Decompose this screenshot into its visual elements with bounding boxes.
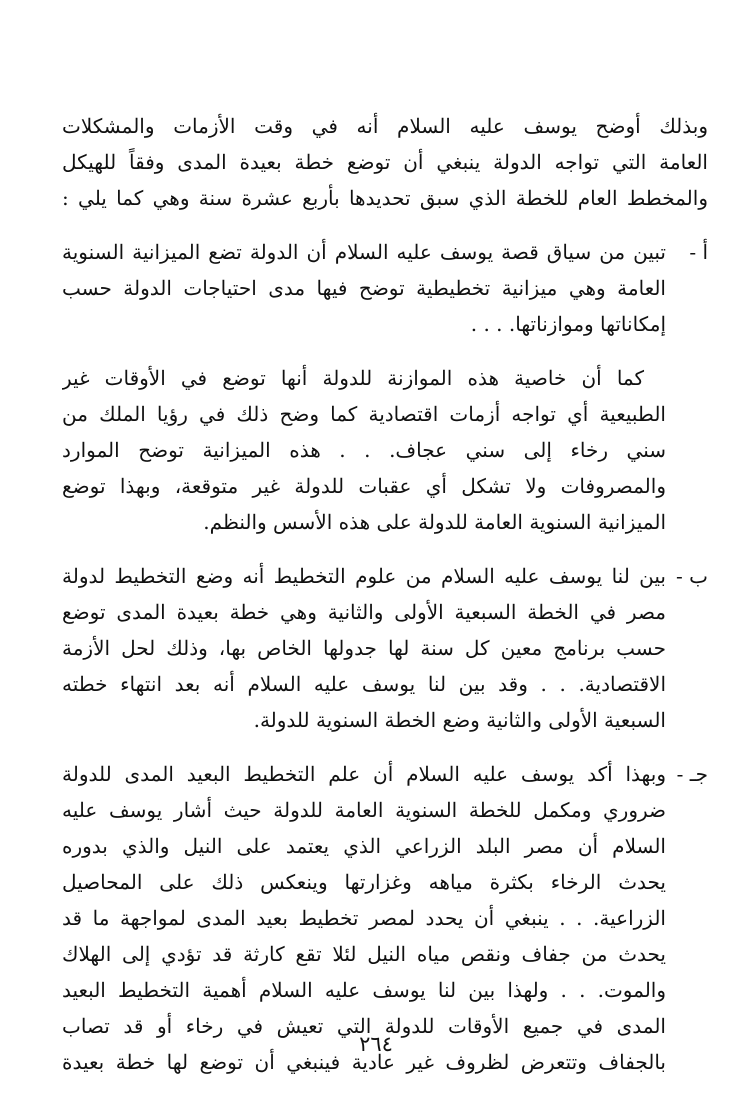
text-line: المدى في جميع الأوقات للدولة التي تعيش في رخاء أو قد تصاب xyxy=(62,1014,666,1038)
text-line: الاقتصادية. . . وقد بين لنا يوسف عليه السلام أنه بعد انتهاء خطته xyxy=(62,672,666,696)
text-line: السلام أن مصر البلد الزراعي الذي يعتمد على النيل والذي بدوره xyxy=(62,834,666,858)
text-line: بالجفاف وتتعرض لظروف غير عادية فينبغي أن توضع لها خطة بعيدة xyxy=(62,1050,666,1074)
text-line: الطبيعية أي تواجه أزمات اقتصادية كما وضح ذلك في رؤيا الملك من xyxy=(62,402,666,426)
text-line: سني رخاء إلى سني عجاف. . . هذه الميزانية توضح الموارد xyxy=(62,438,666,462)
text-line: والمصروفات ولا تشكل أي عقبات للدولة غير متوقعة، وبهذا توضع xyxy=(62,474,666,498)
text-line: إمكاناتها وموازناتها. . . . xyxy=(470,312,666,336)
text-line: الميزانية السنوية العامة للدولة على هذه الأسس والنظم. xyxy=(203,510,666,534)
text-line: وبذلك أوضح يوسف عليه السلام أنه في وقت الأزمات والمشكلات xyxy=(62,114,708,138)
text-line: الزراعية. . . ينبغي أن يحدد لمصر تخطيط بعيد المدى لمواجهة ما قد xyxy=(62,906,666,930)
item-a-continuation xyxy=(62,360,708,540)
text-line: العامة التي تواجه الدولة ينبغي أن توضع خطة بعيدة المدى وفقاً للهيكل xyxy=(62,150,708,174)
text-line: السبعية الأولى والثانية وضع الخطة السنوية للدولة. xyxy=(253,708,666,732)
text-line: وبهذا أكد يوسف عليه السلام أن علم التخطيط البعيد المدى للدولة xyxy=(62,762,666,786)
item-a xyxy=(62,234,708,342)
text-line: ضروري ومكمل للخطة السنوية العامة للدولة حيث أشار يوسف عليه xyxy=(62,798,666,822)
item-c-marker: جـ - xyxy=(676,762,708,786)
item-a-marker: أ - xyxy=(689,240,708,264)
body-text xyxy=(62,108,708,1098)
item-b-marker: ب - xyxy=(676,564,708,588)
text-line: حسب برنامج معين كل سنة لها جدولها الخاص بها، وذلك لحل الأزمة xyxy=(62,636,666,660)
intro-paragraph xyxy=(62,108,708,216)
page-number: ٢٦٤ xyxy=(359,1032,393,1056)
text-line: يحدث الرخاء بكثرة مياهه وغزارتها وينعكس ذلك على المحاصيل xyxy=(62,870,666,894)
text-line: بين لنا يوسف عليه السلام من علوم التخطيط أنه وضع التخطيط لدولة xyxy=(62,564,666,588)
text-line: والمخطط العام للخطة الذي سبق تحديدها بأربع عشرة سنة وهي كما يلي : xyxy=(62,186,708,210)
text-line: يحدث من جفاف ونقص مياه النيل لئلا تقع كارثة قد تؤدي إلى الهلاك xyxy=(62,942,666,966)
text-line: مصر في الخطة السبعية الأولى والثانية وهي خطة بعيدة المدى توضع xyxy=(62,600,666,624)
text-line: كما أن خاصية هذه الموازنة للدولة أنها توضع في الأوقات غير xyxy=(62,366,644,390)
text-line: العامة وهي ميزانية تخطيطية توضح فيها مدى احتياجات الدولة حسب xyxy=(62,276,666,300)
text-line: والموت. . . ولهذا بين لنا يوسف عليه السلام أهمية التخطيط البعيد xyxy=(62,978,666,1002)
text-line: تبين من سياق قصة يوسف عليه السلام أن الدولة تضع الميزانية السنوية xyxy=(62,240,666,264)
item-b xyxy=(62,558,708,738)
